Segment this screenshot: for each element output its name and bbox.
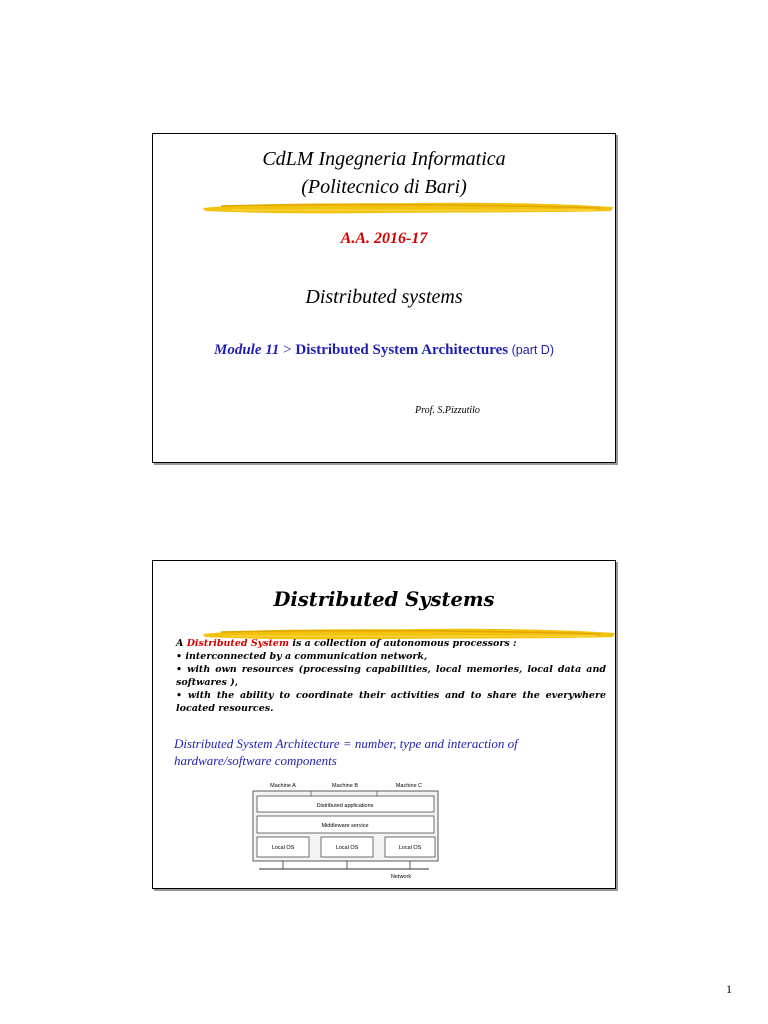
module-heading xyxy=(153,342,615,359)
local-os-label: Local OS xyxy=(398,845,422,851)
middleware-label: Middleware service xyxy=(321,823,369,829)
local-os-label: Local OS xyxy=(335,845,359,851)
professor-name: Prof. S.Pizzutilo xyxy=(415,405,480,416)
definition-prefix: A xyxy=(176,638,187,649)
subject-title: Distributed systems xyxy=(305,286,463,308)
slide-title: Distributed Systems xyxy=(273,588,495,611)
definition-rest: is a collection of autonomous processors : xyxy=(289,638,517,649)
definition-text xyxy=(176,637,606,715)
local-os-label: Local OS xyxy=(271,845,295,851)
machine-label: Machine B xyxy=(332,783,358,789)
bullet-item: • with the ability to coordinate their activities and to share the everywhere located resources. xyxy=(176,690,606,714)
bullet-item: • with own resources (processing capabilities, local memories, local data and softwares ), xyxy=(176,664,606,688)
network-label: Network xyxy=(390,874,412,880)
bullet-item: • interconnected by a communication network, xyxy=(176,651,428,662)
definition-term: Distributed System xyxy=(186,638,290,649)
module-label: Module 11 xyxy=(213,342,280,358)
module-title: Distributed System Architectures xyxy=(295,342,509,358)
course-title: CdLM Ingegneria Informatica xyxy=(262,148,506,170)
title-slide xyxy=(152,133,616,463)
distributed-applications-label: Distributed applications xyxy=(316,803,374,809)
institution-name: (Politecnico di Bari) xyxy=(301,176,467,198)
architecture-diagram xyxy=(241,779,446,881)
architecture-definition: Distributed System Architecture = number, type and interaction of hardware/software components xyxy=(174,736,518,768)
machine-label: Machine A xyxy=(270,783,296,789)
academic-year: A.A. 2016-17 xyxy=(340,230,428,247)
definition-line xyxy=(176,637,606,650)
module-part: (part D) xyxy=(508,343,554,357)
page-number: 1 xyxy=(726,982,732,996)
brush-stroke-decoration xyxy=(201,198,615,218)
machine-label: Machine C xyxy=(395,783,423,789)
definition-slide xyxy=(152,560,616,889)
module-separator: > xyxy=(279,342,296,358)
